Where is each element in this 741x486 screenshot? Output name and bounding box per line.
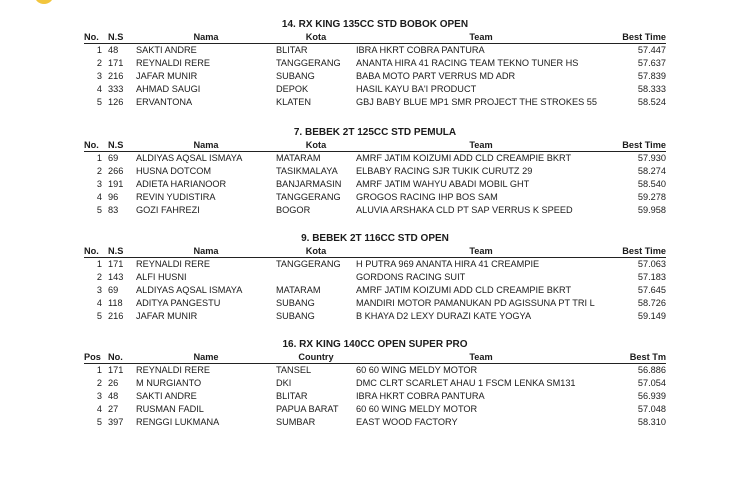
cell-name: M NURGIANTO (136, 378, 202, 388)
cell-best-time: 57.063 (637, 259, 666, 269)
cell-pos: 3 (96, 391, 102, 401)
cell-pos: 4 (96, 404, 102, 414)
cell-no: 171 (108, 365, 124, 375)
cell-nama: REYNALDI RERE (136, 259, 211, 269)
cell-name: RUSMAN FADIL (136, 404, 204, 414)
cell-best-time: 58.540 (637, 179, 666, 189)
cell-team: IBRA HKRT COBRA PANTURA (356, 391, 485, 401)
header-nama: Nama (136, 245, 276, 258)
cell-ns: 118 (108, 298, 123, 308)
cell-best-time: 56.939 (637, 391, 666, 401)
cell-best-time: 58.726 (637, 298, 666, 308)
cell-ns: 191 (108, 179, 124, 189)
cell-no: 2 (96, 166, 102, 176)
table-row (84, 44, 666, 58)
cell-no: 1 (96, 259, 102, 269)
table-row (84, 165, 666, 178)
cell-kota: KLATEN (276, 97, 312, 107)
header-name: Name (136, 351, 276, 364)
cell-no: 397 (108, 417, 124, 427)
cell-best-time: 58.524 (637, 97, 666, 107)
cell-ns: 171 (108, 58, 124, 68)
cell-team: MANDIRI MOTOR PAMANUKAN PD AGISSUNA PT TRI L (356, 298, 595, 308)
header-no: No. (84, 245, 102, 258)
header-team: Team (356, 139, 606, 152)
cell-best-time: 59.278 (637, 192, 666, 202)
cell-pos: 1 (96, 365, 102, 375)
cell-nama: ADITYA PANGESTU (136, 298, 221, 308)
cell-nama: ALFI HUSNI (136, 272, 187, 282)
cell-team: AMRF JATIM WAHYU ABADI MOBIL GHT (356, 179, 530, 189)
cell-best-time: 57.048 (637, 404, 666, 414)
cell-best-time: 58.274 (637, 166, 666, 176)
cell-team: DMC CLRT SCARLET AHAU 1 FSCM LENKA SM131 (356, 378, 576, 388)
table-row (84, 83, 666, 96)
cell-name: REYNALDI RERE (136, 365, 211, 375)
cell-pos: 5 (96, 417, 102, 427)
cell-best-time: 58.333 (637, 84, 666, 94)
cell-best-time: 57.447 (637, 45, 666, 55)
cell-team: IBRA HKRT COBRA PANTURA (356, 45, 485, 55)
cell-team: EAST WOOD FACTORY (356, 417, 458, 427)
cell-ns: 266 (108, 166, 124, 176)
section-rx-king-135cc (84, 18, 666, 109)
header-ns: N.S (102, 139, 136, 152)
header-kota: Kota (276, 245, 356, 258)
header-kota: Kota (276, 139, 356, 152)
cell-no: 3 (96, 285, 102, 295)
table-row (84, 178, 666, 191)
top-strip (0, 0, 741, 10)
cell-nama: ALDIYAS AQSAL ISMAYA (136, 285, 243, 295)
table-header-row (84, 245, 666, 258)
table-row (84, 70, 666, 83)
header-best-time: Best Time (606, 139, 666, 152)
cell-ns: 48 (108, 45, 119, 55)
header-nama: Nama (136, 139, 276, 152)
results-table (84, 351, 666, 429)
cell-nama: SAKTI ANDRE (136, 45, 197, 55)
cell-kota: MATARAM (276, 153, 321, 163)
cell-team: ALUVIA ARSHAKA CLD PT SAP VERRUS K SPEED (356, 205, 573, 215)
cell-team: ELBABY RACING SJR TUKIK CURUTZ 29 (356, 166, 533, 176)
cell-team: ANANTA HIRA 41 RACING TEAM TEKNO TUNER HS (356, 58, 579, 68)
cell-kota: SUBANG (276, 311, 315, 321)
cell-ns: 96 (108, 192, 119, 202)
cell-kota: BANJARMASIN (276, 179, 342, 189)
cell-pos: 2 (96, 378, 102, 388)
cell-nama: HUSNA DOTCOM (136, 166, 212, 176)
cell-nama: JAFAR MUNIR (136, 311, 198, 321)
cell-ns: 69 (108, 285, 119, 295)
table-row (84, 96, 666, 109)
logo-mark (34, 0, 54, 4)
table-row (84, 191, 666, 204)
table-row (84, 152, 666, 166)
cell-team: B KHAYA D2 LEXY DURAZI KATE YOGYA (356, 311, 532, 321)
cell-best-time: 57.645 (637, 285, 666, 295)
cell-country: PAPUA BARAT (276, 404, 339, 414)
table-row (84, 377, 666, 390)
cell-no: 48 (108, 391, 119, 401)
cell-no: 27 (108, 404, 119, 414)
table-row (84, 390, 666, 403)
cell-no: 4 (96, 298, 102, 308)
cell-best-time: 57.930 (637, 153, 666, 163)
table-row (84, 297, 666, 310)
section-title: 9. BEBEK 2T 116CC STD OPEN (301, 233, 449, 244)
results-table (84, 31, 666, 109)
cell-name: RENGGI LUKMANA (136, 417, 220, 427)
header-no: No. (84, 31, 102, 44)
cell-best-time: 56.886 (637, 365, 666, 375)
results-table (84, 139, 666, 217)
cell-no: 2 (96, 58, 102, 68)
table-row (84, 57, 666, 70)
results-table (84, 245, 666, 323)
cell-best-time: 57.054 (637, 378, 666, 388)
cell-ns: 216 (108, 71, 124, 81)
header-country: Country (276, 351, 356, 364)
section-title: 16. RX KING 140CC OPEN SUPER PRO (282, 339, 468, 350)
cell-kota (276, 271, 356, 284)
cell-best-time: 57.183 (637, 272, 666, 282)
cell-team: H PUTRA 969 ANANTA HIRA 41 CREAMPIE (356, 259, 540, 269)
section-rx-king-140cc (84, 338, 666, 429)
table-row (84, 271, 666, 284)
cell-nama: JAFAR MUNIR (136, 71, 198, 81)
header-team: Team (356, 245, 606, 258)
cell-team: 60 60 WING MELDY MOTOR (356, 404, 478, 414)
cell-team: GROGOS RACING IHP BOS SAM (356, 192, 498, 202)
cell-nama: REVIN YUDISTIRA (136, 192, 216, 202)
cell-kota: TASIKMALAYA (276, 166, 338, 176)
cell-kota: TANGGERANG (276, 259, 341, 269)
cell-country: TANSEL (276, 365, 312, 375)
cell-ns: 216 (108, 311, 124, 321)
section-bebek-2t-116cc (84, 232, 666, 323)
cell-no: 4 (96, 84, 102, 94)
cell-name: SAKTI ANDRE (136, 391, 197, 401)
cell-no: 5 (96, 205, 102, 215)
cell-kota: DEPOK (276, 84, 309, 94)
header-best-time: Best Time (606, 245, 666, 258)
cell-best-time: 59.149 (637, 311, 666, 321)
header-no: No. (102, 351, 136, 364)
section-title: 7. BEBEK 2T 125CC STD PEMULA (293, 127, 457, 138)
header-team: Team (356, 351, 606, 364)
results-document (84, 18, 666, 429)
header-kota: Kota (276, 31, 356, 44)
cell-ns: 126 (108, 97, 124, 107)
cell-best-time: 57.637 (637, 58, 666, 68)
table-header-row (84, 139, 666, 152)
header-best-time: Best Time (606, 31, 666, 44)
cell-no: 3 (96, 71, 102, 81)
cell-team: BABA MOTO PART VERRUS MD ADR (356, 71, 516, 81)
cell-nama: AHMAD SAUGI (136, 84, 201, 94)
cell-kota: TANGGERANG (276, 58, 341, 68)
cell-no: 5 (96, 311, 102, 321)
cell-kota: BOGOR (276, 205, 311, 215)
table-row (84, 204, 666, 217)
cell-country: DKI (276, 378, 292, 388)
section-bebek-2t-125cc (84, 126, 666, 217)
cell-country: SUMBAR (276, 417, 316, 427)
cell-ns: 69 (108, 153, 119, 163)
header-no: No. (84, 139, 102, 152)
cell-kota: SUBANG (276, 71, 315, 81)
table-row (84, 258, 666, 272)
cell-best-time: 57.839 (637, 71, 666, 81)
cell-nama: ALDIYAS AQSAL ISMAYA (136, 153, 243, 163)
section-title: 14. RX KING 135CC STD BOBOK OPEN (281, 19, 469, 30)
header-nama: Nama (136, 31, 276, 44)
header-pos: Pos (84, 352, 101, 362)
table-header-row (84, 31, 666, 44)
cell-no: 4 (96, 192, 102, 202)
table-row (84, 364, 666, 378)
cell-nama: ERVANTONA (136, 97, 193, 107)
cell-kota: SUBANG (276, 298, 315, 308)
cell-team: GORDONS RACING SUIT (356, 272, 466, 282)
cell-team: 60 60 WING MELDY MOTOR (356, 365, 478, 375)
cell-ns: 333 (108, 84, 124, 94)
cell-kota: MATARAM (276, 285, 321, 295)
cell-nama: REYNALDI RERE (136, 58, 211, 68)
header-ns: N.S (102, 245, 136, 258)
cell-country: BLITAR (276, 391, 308, 401)
table-row (84, 416, 666, 429)
cell-team: AMRF JATIM KOIZUMI ADD CLD CREAMPIE BKRT (356, 285, 572, 295)
cell-nama: ADIETA HARIANOOR (136, 179, 227, 189)
cell-kota: TANGGERANG (276, 192, 341, 202)
header-team: Team (356, 31, 606, 44)
cell-no: 2 (96, 272, 102, 282)
cell-team: AMRF JATIM KOIZUMI ADD CLD CREAMPIE BKRT (356, 153, 572, 163)
cell-no: 3 (96, 179, 102, 189)
cell-ns: 171 (108, 259, 124, 269)
table-row (84, 284, 666, 297)
cell-team: HASIL KAYU BA'I PRODUCT (356, 84, 477, 94)
table-row (84, 403, 666, 416)
cell-best-time: 58.310 (637, 417, 666, 427)
cell-nama: GOZI FAHREZI (136, 205, 200, 215)
cell-best-time: 59.958 (637, 205, 666, 215)
cell-no: 5 (96, 97, 102, 107)
header-ns: N.S (102, 31, 136, 44)
cell-kota: BLITAR (276, 45, 308, 55)
cell-no: 1 (96, 153, 102, 163)
cell-ns: 83 (108, 205, 119, 215)
table-row (84, 310, 666, 323)
table-header-row (84, 351, 666, 364)
cell-ns: 143 (108, 272, 124, 282)
header-best-tm: Best Tm (606, 351, 666, 364)
cell-no: 26 (108, 378, 119, 388)
cell-no: 1 (96, 45, 102, 55)
cell-team: GBJ BABY BLUE MP1 SMR PROJECT THE STROKES 55 (356, 97, 597, 107)
